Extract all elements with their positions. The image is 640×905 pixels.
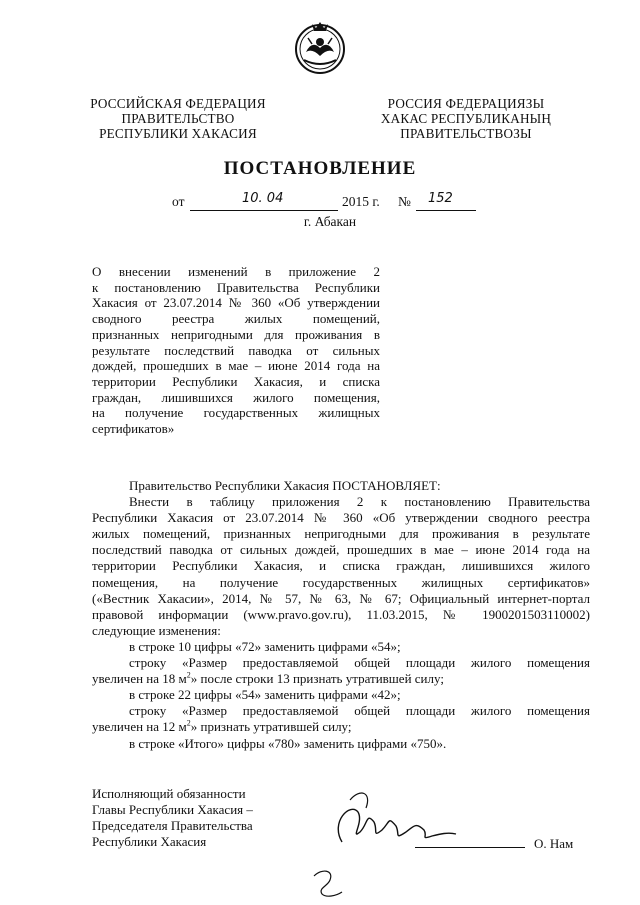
change-item: в строке «Итого» цифры «780» заменить цифрами «750». [129, 735, 447, 751]
subject-line: сертификатов» [92, 421, 175, 437]
date-underline [190, 210, 338, 211]
body-text [92, 478, 590, 752]
city: г. Абакан [303, 214, 357, 229]
change-item: строку «Размер предоставляемой общей площади жилого помещения [129, 655, 590, 671]
handwritten-date: 10. 04 [242, 191, 284, 206]
number-underline [416, 210, 476, 211]
header-right-line: ПРАВИТЕЛЬСТВОЗЫ [400, 126, 532, 141]
para-line: территории Республики Хакасия, и списка граждан, лишившихся жилого [92, 558, 590, 574]
subject-line: граждан, лишившихся жилого помещения, [92, 389, 380, 405]
date-year: 2015 г. [342, 194, 380, 209]
subject-line: О внесении изменений в приложение 2 [92, 264, 380, 279]
signature-underline [415, 847, 525, 848]
superscript: 2 [186, 670, 191, 680]
signer-name: О. Нам [534, 836, 574, 851]
subject-line: признанных непригодными для проживания в [92, 326, 380, 342]
change-item [92, 719, 590, 735]
para-line: правовой информации (www.pravo.gov.ru), 11.03.2015, № 1900201503110002) [92, 606, 590, 622]
para-line: жилых помещений, признанных непригодными для проживания в результате [92, 526, 590, 542]
subject-line: сводного реестра жилых помещений, [92, 311, 380, 327]
change-item [92, 671, 590, 687]
change-item-text: » после строки 13 признать утратившей силу; [190, 671, 444, 687]
signatory-line: Исполняющий обязанности [92, 786, 246, 801]
header-right-line: ХАКАС РЕСПУБЛИКАНЫҢ [380, 111, 552, 126]
para-line: («Вестник Хакасии», 2014, № 57, № 63, № 67; Официальный интернет-портал [92, 590, 590, 606]
signatory-line: Председателя Правительства [92, 818, 253, 833]
subject-line: результате последствий паводка от сильных [92, 342, 380, 358]
para-line: Республики Хакасия от 23.07.2014 № 360 «Об утверждении сводного реестра [92, 510, 590, 526]
signatory-title [92, 786, 253, 850]
handwritten-signature [320, 782, 460, 852]
number-sign: № [398, 194, 411, 209]
coat-of-arms-icon [292, 18, 348, 76]
subject-line: на получение государственных жилищных [92, 405, 380, 421]
para-line: следующие изменения: [92, 622, 221, 638]
change-item: строку «Размер предоставляемой общей площади жилого помещения [129, 703, 590, 719]
header-left-line: РЕСПУБЛИКИ ХАКАСИЯ [99, 126, 257, 141]
change-item-text: » признать утратившей силу; [190, 719, 352, 735]
date-prefix: от [172, 194, 185, 209]
subject-line: Хакасия от 23.07.2014 № 360 «Об утверждении [92, 295, 380, 311]
handwritten-number: 152 [428, 191, 453, 206]
subject-line: дождей, прошедших в мае – июне 2014 года на [92, 358, 380, 374]
header-left [78, 96, 278, 141]
subject-block [92, 264, 380, 437]
para-line: последствий паводка от сильных дождей, прошедших в мае – июне 2014 года на [92, 542, 590, 558]
handwritten-mark-icon [308, 866, 348, 900]
subject-line: к постановлению Правительства Республики [92, 279, 380, 295]
header-right [368, 96, 564, 141]
change-item-text: увеличен на 18 м [92, 671, 187, 687]
change-item: в строке 22 цифры «54» заменить цифрами «42»; [129, 687, 401, 703]
header-left-line: РОССИЙСКАЯ ФЕДЕРАЦИЯ [90, 96, 266, 111]
superscript: 2 [186, 719, 191, 729]
header-left-line: ПРАВИТЕЛЬСТВО [121, 111, 235, 126]
date-line [172, 191, 492, 214]
document-title: ПОСТАНОВЛЕНИЕ [223, 158, 417, 179]
header-right-line: РОССИЯ ФЕДЕРАЦИЯЗЫ [387, 96, 545, 111]
change-item: в строке 10 цифры «72» заменить цифрами «54»; [129, 638, 401, 654]
change-item-text: увеличен на 12 м [92, 719, 187, 735]
para-line: Внести в таблицу приложения 2 к постановлению Правительства [129, 494, 590, 510]
signatory-line: Республики Хакасия [92, 834, 207, 849]
subject-line: территории Республики Хакасия, и списка [92, 373, 380, 389]
resolve-line: Правительство Республики Хакасия ПОСТАНОВЛЯЕТ: [129, 478, 441, 493]
signatory-line: Главы Республики Хакасия – [92, 802, 253, 817]
para-line: помещения, на получение государственных жилищных сертификатов» [92, 574, 590, 590]
